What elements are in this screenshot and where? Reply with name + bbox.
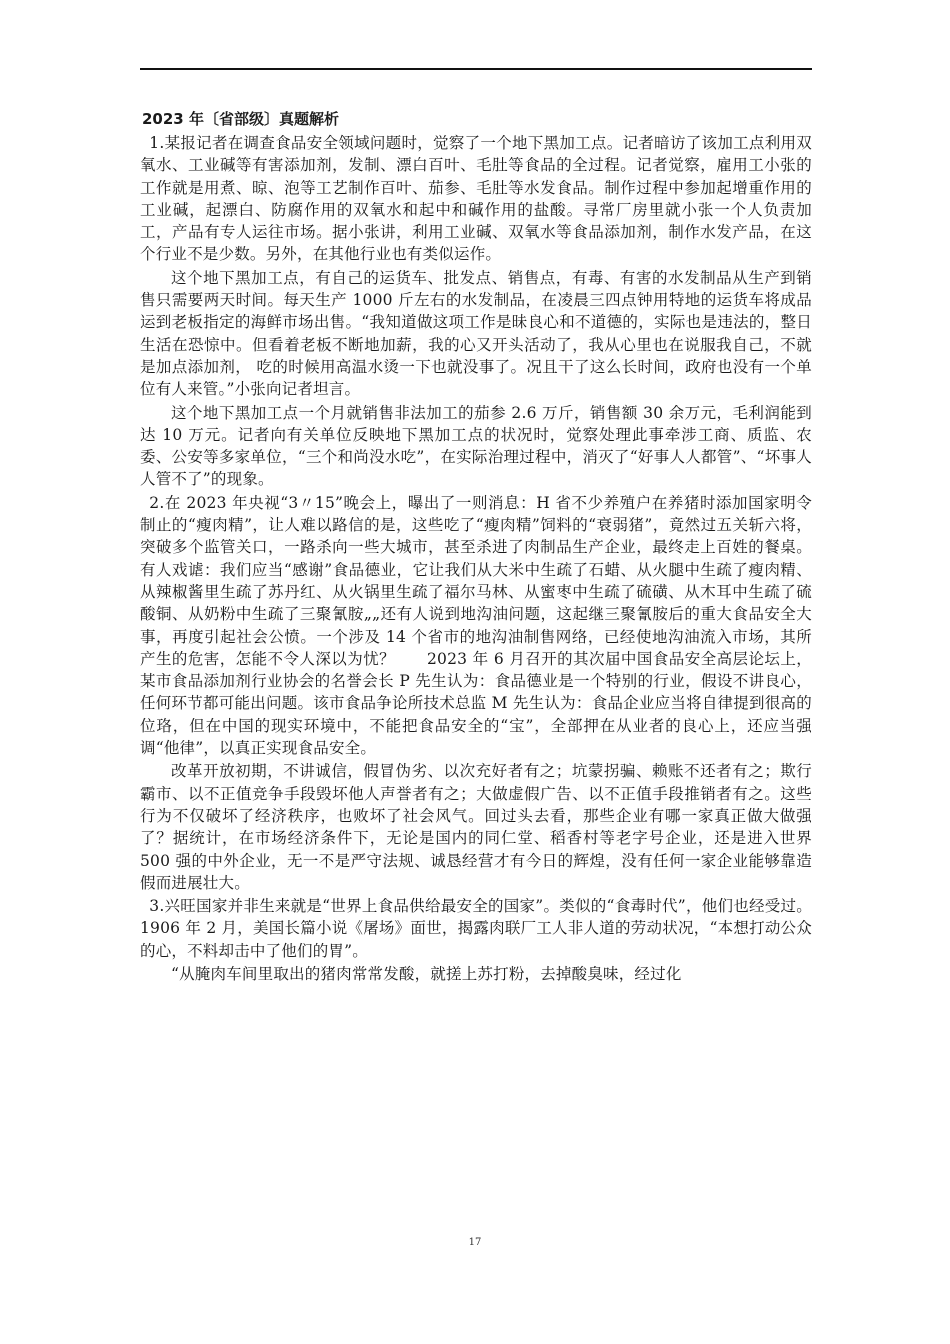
paragraph-1: 1.某报记者在调查食品安全领域问题时，觉察了一个地下黑加工点。记者暗访了该加工点利用双氧水、工业碱等有害添加剂，发制、漂白百叶、毛肚等食品的全过程。记者觉察，雇用工小张的工作就是用煮、晾、泡等工艺制作百叶、茄参、毛肚等水发食品。制作过程中参加起增重作用的工业碱，起漂白、防腐作用的双氧水和起中和碱作用的盐酸。寻常厂房里就小张一个人负责加工，产品有专人运往市场。据小张讲，利用工业碱、双氧水等食品添加剂，制作水发产品，在这个行业不是少数。另外，在其他行业也有类似运作。	[140, 134, 812, 264]
paragraph-5: 改革开放初期，不讲诚信，假冒伪劣、以次充好者有之；坑蒙拐骗、赖账不还者有之；欺行霸市、以不正值竞争手段毁坏他人声誉者有之；大做虚假广告、以不正值手段推销者有之。这些行为不仅破坏了经济秩序，也败坏了社会风气。回过头去看，那些企业有哪一家真正做大做强了？据统计，在市场经济条件下，无论是国内的同仁堂、稻香村等老字号企业，还是进入世界 500 强的中外企业，无一不是严守法规、诚恳经营才有今日的辉煌，没有任何一家企业能够靠造假而进展壮大。	[140, 762, 812, 892]
paragraph-7: “从腌肉车间里取出的猪肉常常发酸，就搓上苏打粉，去掉酸臭味，经过化	[171, 964, 682, 983]
paragraph-4: 2.在 2023 年央视“3〃15”晚会上，曝出了一则消息：H 省不少养殖户在养猪时添加国家明令制止的“瘦肉精”，让人难以路信的是，这些吃了“瘦肉精”饲料的“衰弱猪”，竟然过五关斩六将，突破多个监管关口，一路杀向一些大城市，甚至杀进了肉制品生产企业，最终走上百姓的餐桌。有人戏谑：我们应当“感谢”食品德业，它让我们从大米中生疏了石蜡、从火腿中生疏了瘦肉精、从辣椒酱里生疏了苏丹红、从火锅里生疏了福尔马林、从蜜枣中生疏了硫磺、从木耳中生疏了硫酸铜、从奶粉中生疏了三聚氰胺„„还有人说到地沟油问题，这起继三聚氰胺后的重大食品安全大事，再度引起社会公愤。一个涉及 14 个省市的地沟油制售网络，已经使地沟油流入市场，其所产生的危害，怎能不令人深以为忧？ 2023 年 6 月召开的其次届中国食品安全高层论坛上，某市食品添加剂行业协会的名誉会长 P 先生认为：食品德业是一个特别的行业，假设不讲良心， 任何环节都可能出问题。该市食品争论所技术总监 M 先生认为：食品企业应当将自律提到很高的位珞，但在中国的现实环境中，不能把食品安全的“宝”，全部押在从业者的良心上，还应当强调“他律”，以真正实现食品安全。	[140, 493, 812, 758]
paragraph-3: 这个地下黑加工点一个月就销售非法加工的茄参 2.6 万斤，销售额 30 余万元，毛利润能到达 10 万元。记者向有关单位反映地下黑加工点的状况时，觉察处理此事牵涉工商、质监、农委、公安等多家单位，“三个和尚没水吃”，在实际治理过程中，消灭了“好事人人都管”、“坏事人人管不了”的现象。	[140, 403, 812, 489]
header-rule	[140, 68, 812, 70]
paragraph-2: 这个地下黑加工点，有自己的运货车、批发点、销售点，有毒、有害的水发制品从生产到销售只需要两天时间。每天生产 1000 斤左右的水发制品，在凌晨三四点钟用特地的运货车将成品运到老板指定的海鲜市场出售。“我知道做这项工作是昧良心和不道德的，实际也是违法的，整日生活在恐惊中。但看着老板不断地加薪，我的心又开头活动了，我从心里也在说服我自己，不就是加点添加剂， 吃的时候用高温水烫一下也就没事了。况且干了这么长时间，政府也没有一个单位有人来管。”小张向记者坦言。	[140, 268, 812, 399]
section-heading: 2023 年〔省部级〕真题解析	[142, 110, 339, 128]
paragraph-6: 3.兴旺国家并非生来就是“世界上食品供给最安全的国家”。类似的“食毒时代”，他们也经受过。1906 年 2 月，美国长篇小说《屠场》面世，揭露肉联厂工人非人道的劳动状况，“本想打动公众的心，不料却击中了他们的胃”。	[140, 897, 812, 960]
document-body	[140, 108, 812, 986]
page-number: 17	[468, 1237, 482, 1248]
